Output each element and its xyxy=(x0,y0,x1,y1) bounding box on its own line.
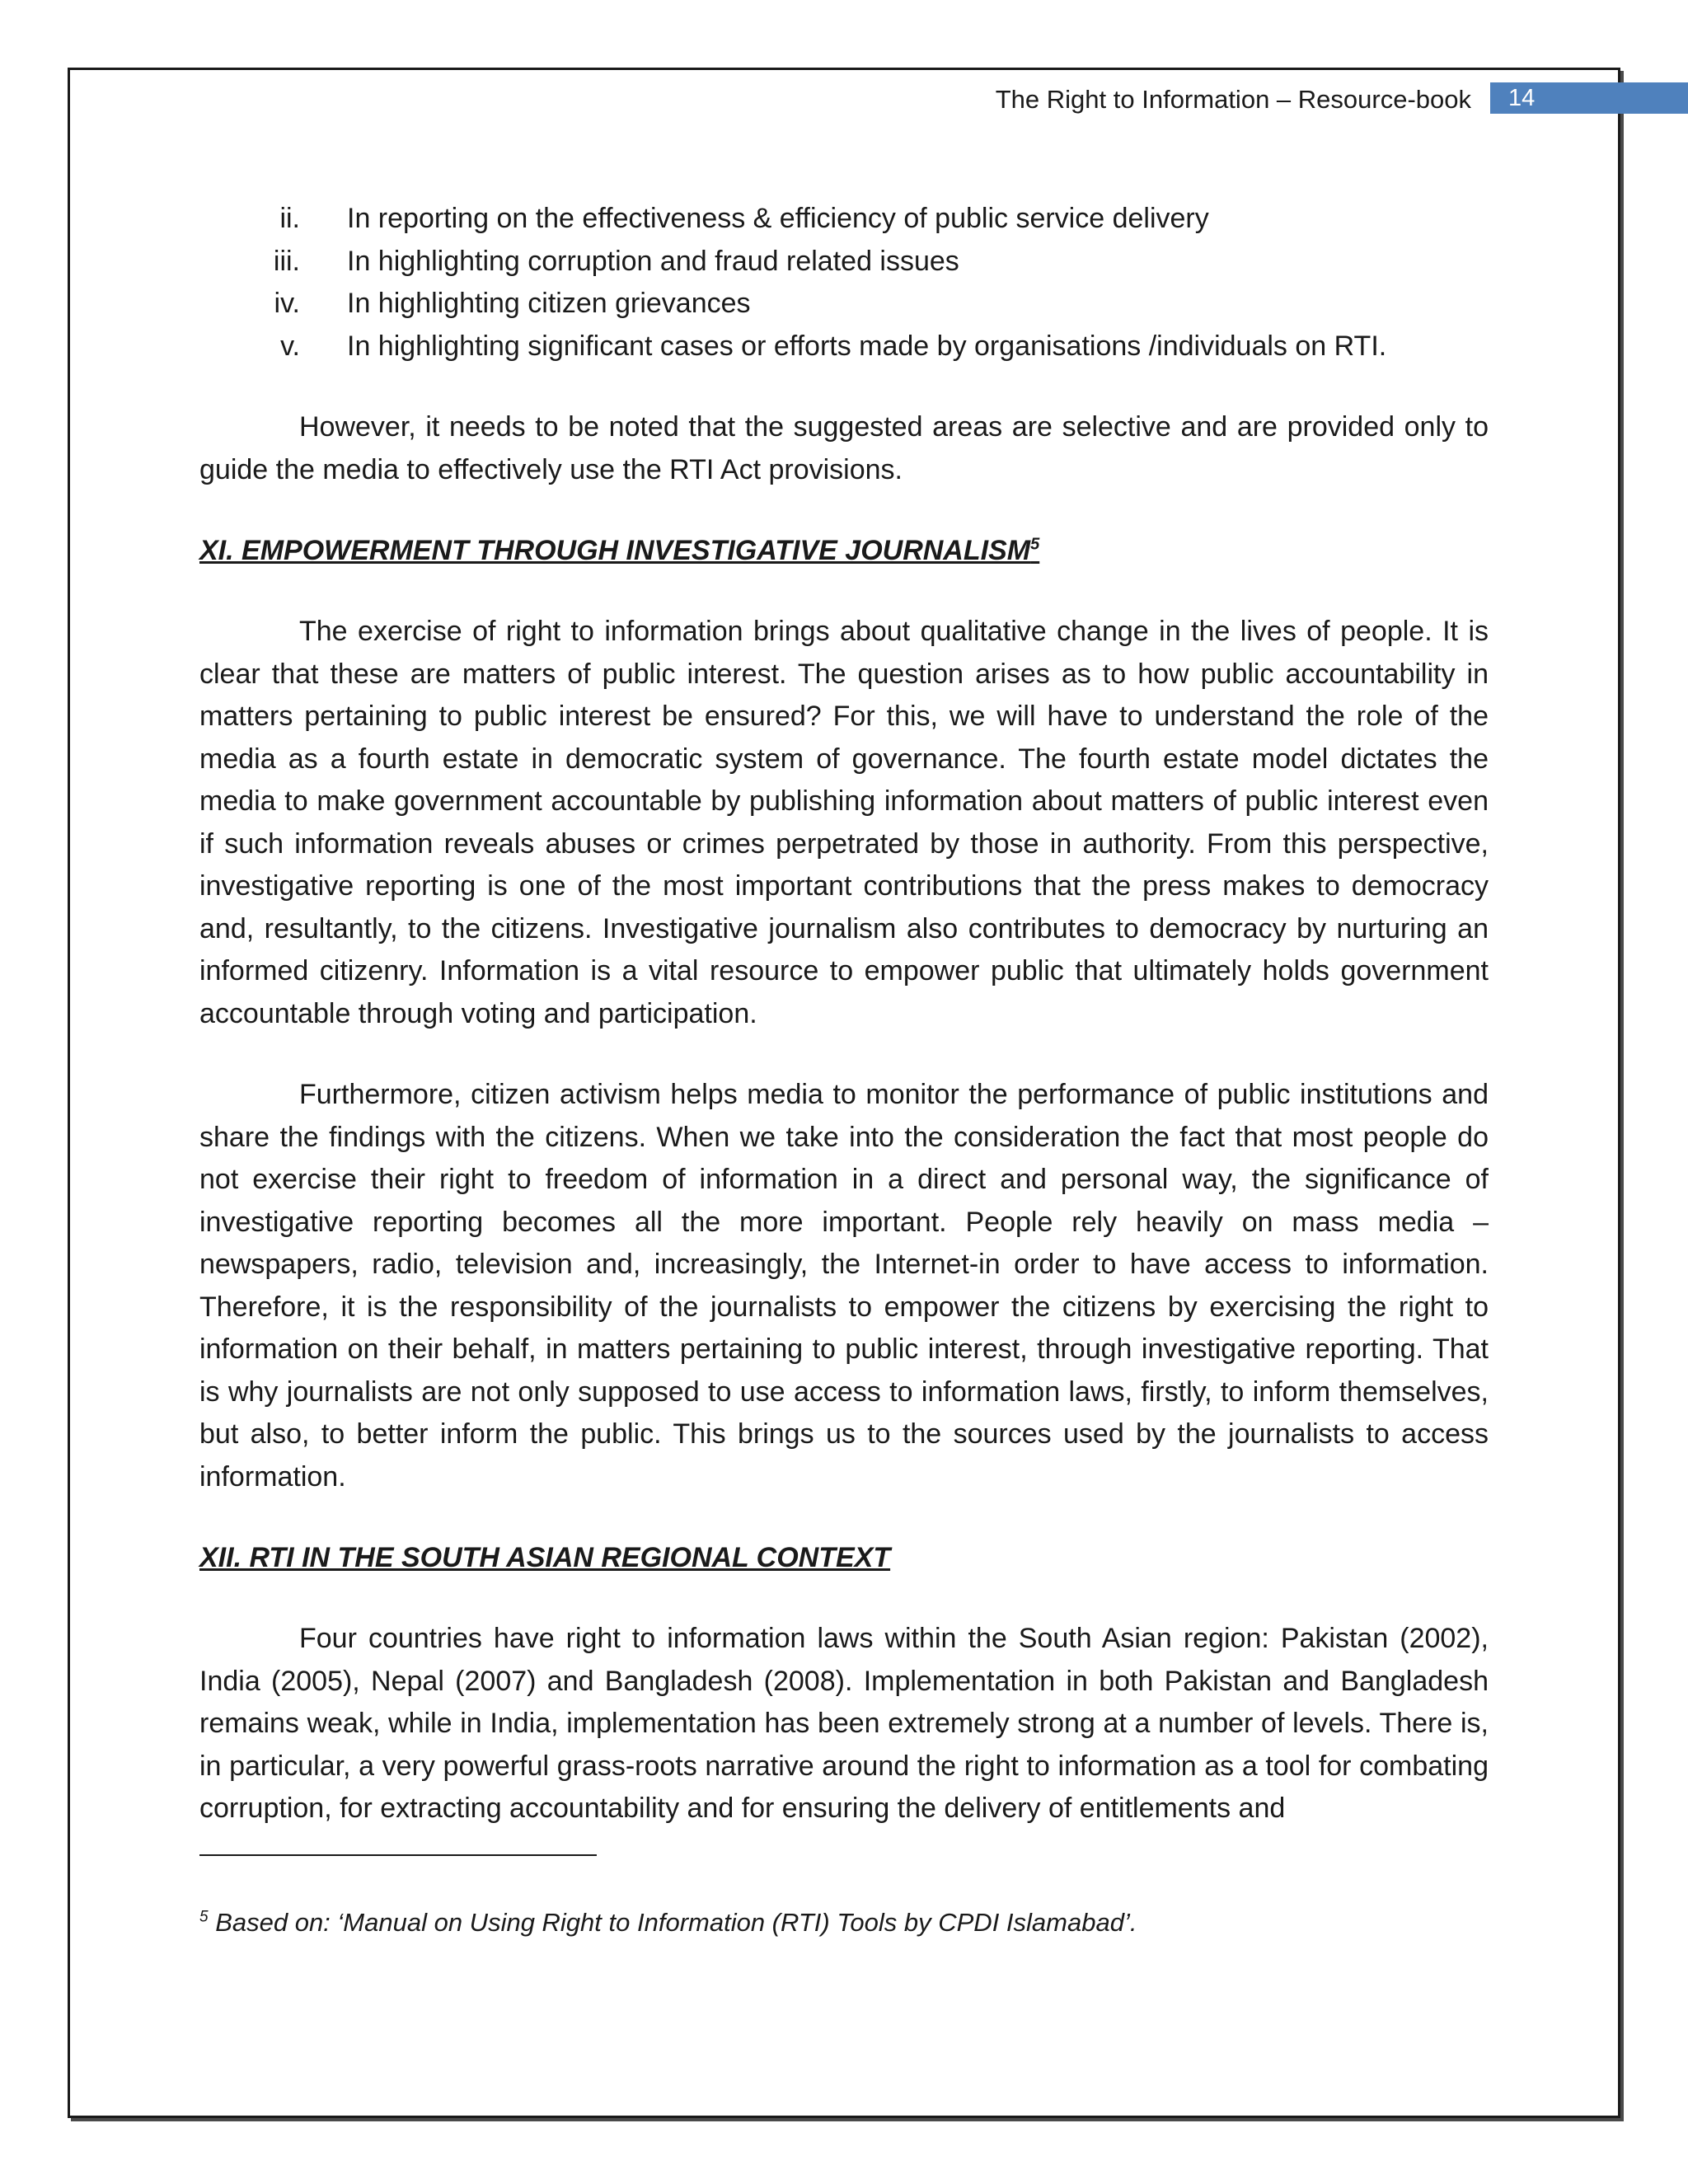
list-item-text: In reporting on the effectiveness & efficiency of public service delivery xyxy=(347,203,1209,234)
section-heading-xi-text: XI. EMPOWERMENT THROUGH INVESTIGATIVE JOURNALISM xyxy=(199,535,1031,566)
paragraph-fourth-estate: The exercise of right to information brings about qualitative change in the lives of people. It is clear that these are matters of public interest. The question arises as to how public accountability in matters pertaining to public interest be ensured? For this, we will have to understand the role of the media as a fourth estate in democratic system of governance. The fourth estate model dictates the media to make government accountable by publishing information about matters of public interest even if such information reveals abuses or crimes perpetrated by those in authority. From this perspective, investigative reporting is one of the most important contributions that the press makes to democracy and, resultantly, to the citizens. Investigative journalism also contributes to democracy by nurturing an informed citizenry. Information is a vital resource to empower public that ultimately holds government accountable through voting and participation. xyxy=(199,616,1489,1029)
list-item xyxy=(199,326,1489,368)
running-header-title: The Right to Information – Resource-book xyxy=(995,85,1471,114)
page-number-tab xyxy=(1490,82,1688,114)
footnote-text: Based on: ‘Manual on Using Right to Information (RTI) Tools by CPDI Islamabad’. xyxy=(208,1908,1137,1937)
list-item xyxy=(199,241,1489,284)
list-item-number: v. xyxy=(280,330,300,362)
list-item-text: In highlighting significant cases or efforts made by organisations /individuals on RTI. xyxy=(347,330,1387,362)
list-item-number: iii. xyxy=(273,245,300,277)
list-item xyxy=(199,283,1489,326)
list-item-number: iv. xyxy=(274,288,300,319)
list-item-number: ii. xyxy=(279,203,300,234)
footnote-divider xyxy=(199,1854,597,1856)
roman-list xyxy=(199,198,1489,368)
list-item-text: In highlighting citizen grievances xyxy=(347,288,751,319)
footnote xyxy=(199,1906,1137,1939)
section-heading-xi xyxy=(199,530,1489,572)
paragraph-south-asia: Four countries have right to information laws within the South Asian region: Pakistan (2002), India (2005), Nepal (2007) and Bangladesh (2008). Implementation in both Pakistan and Bangladesh remains weak, while in India, implementation has been extremely strong at a number of levels. There is, in particular, a very powerful grass-roots narrative around the right to information as a tool for combating corruption, for extracting accountability and for ensuring the delivery of entitlements and xyxy=(199,1623,1489,1824)
main-content xyxy=(199,198,1489,1830)
paragraph-citizen-activism: Furthermore, citizen activism helps media to monitor the performance of public institutions and share the findings with the citizens. When we take into the consideration the fact that most people do not exercise their right to freedom of information in a direct and personal way, the significance of investigative reporting becomes all the more important. People rely heavily on mass media – newspapers, radio, television and, increasingly, the Internet-in order to have access to information. Therefore, it is the responsibility of the journalists to empower the citizens by exercising the right to information on their behalf, in matters pertaining to public interest, through investigative reporting. That is why journalists are not only supposed to use access to information laws, firstly, to inform themselves, but also, to better inform the public. This brings us to the sources used by the journalists to access information. xyxy=(199,1079,1489,1493)
footnote-reference[interactable]: 5 xyxy=(1030,535,1040,554)
page-number: 14 xyxy=(1508,85,1536,111)
list-item xyxy=(199,198,1489,241)
footnote-marker: 5 xyxy=(199,1908,209,1926)
paragraph-suggested-areas: However, it needs to be noted that the suggested areas are selective and are provided only to guide the media to effectively use the RTI Act provisions. xyxy=(199,411,1489,485)
list-item-text: In highlighting corruption and fraud related issues xyxy=(347,245,959,277)
section-heading-xii: XII. RTI IN THE SOUTH ASIAN REGIONAL CONTEXT xyxy=(199,1542,891,1573)
